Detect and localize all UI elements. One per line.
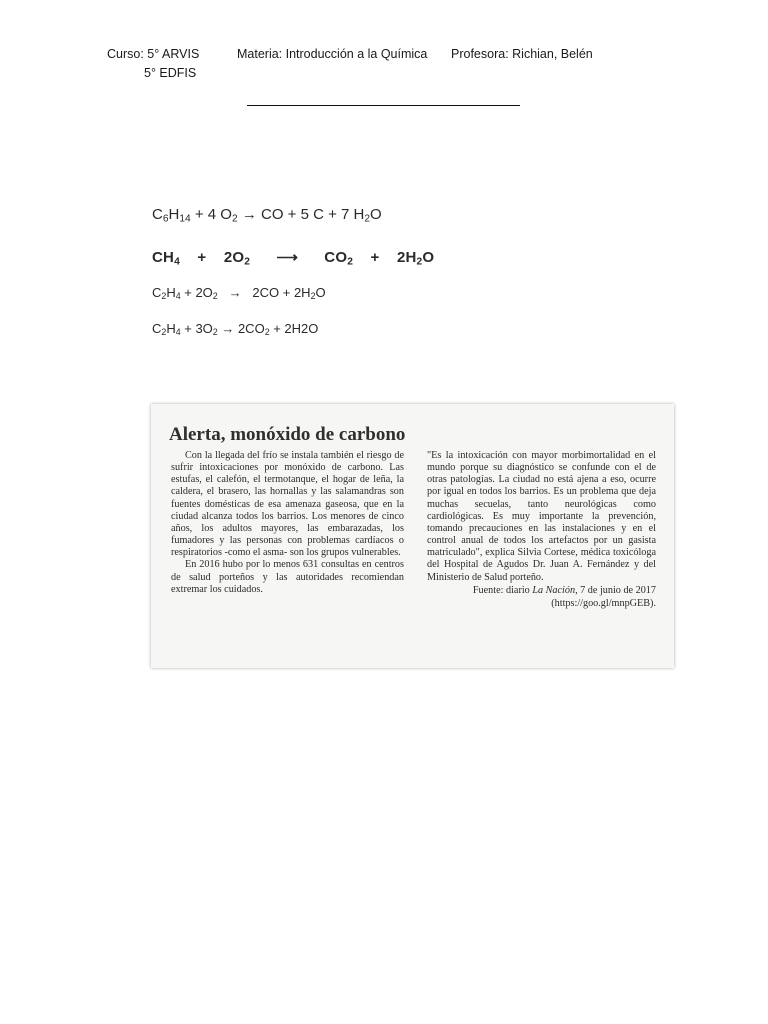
source-url: (https://goo.gl/mnpGEB). <box>551 597 656 609</box>
article-quote: "Es la intoxicación con mayor morbimortalidad en el mundo porque su diagnóstico se confunde con el de otras patologías. La ciudad no está ajena a eso, ocurre por igual en todos los barrios. Es un problema que deja muchas secuelas, tanto neurológicas como cardiológicas. Es muy importante la prevención, tomando precauciones en las instalaciones y en el control anual de todos los artefactos por un gasista matriculado", explica Silvia Cortese, médica toxicóloga del Hospital de Agudos Dr. Juan A. Fernández y del Ministerio de Salud porteño. <box>427 450 656 583</box>
article-source <box>427 585 656 597</box>
equation-4: $C_2H_4 + 3O_2 \to 2CO_2 + 2H2O$ <box>152 321 319 338</box>
title-rule <box>247 105 520 106</box>
equation-2: $CH_4$ + $2O_2$ ⟶ $CO_2$ + $2H_2O$ <box>152 249 435 268</box>
article-paragraph: Con la llegada del frío se instala también el riesgo de sufrir intoxicaciones por monóxido de carbono. Las estufas, el calefón, el termotanque, el hogar de leña, la caldera, el brasero, las hornallas y las salamandras son fuentes domésticas de esa amenaza gaseosa, que en la ciudad alcanza todos los barrios. Los menores de cinco años, los adultos mayores, las embarazadas, los fumadores y las personas con problemas cardíacos o respiratorios -como el asma- son los grupos vulnerables. <box>171 450 404 559</box>
article-column-left <box>171 450 404 596</box>
article-paragraph: En 2016 hubo por lo menos 631 consultas en centros de salud porteños y las autoridades recomiendan extremar los cuidados. <box>171 559 404 595</box>
equation-1: $C_6H_{14} + 4$ $O_2$ → CO + 5 C + 7 $H_2O$ <box>152 206 382 225</box>
subject-label: Materia: Introducción a la Química <box>237 47 428 61</box>
teacher-label: Profesora: Richian, Belén <box>451 47 593 61</box>
article-column-right <box>427 450 656 610</box>
course-label: Curso: 5° ARVIS <box>107 47 200 61</box>
source-date: , 7 de junio de 2017 <box>575 584 656 596</box>
equation-3: $C_2H_4 + 2O_2$ → $2CO + 2H_2O$ <box>152 285 326 302</box>
course-second-label: 5° EDFIS <box>144 66 197 80</box>
source-newspaper: La Nación <box>532 584 576 596</box>
article-title: Alerta, monóxido de carbono <box>169 424 406 445</box>
article-clipping <box>151 404 674 668</box>
source-prefix: Fuente: diario <box>472 584 530 596</box>
